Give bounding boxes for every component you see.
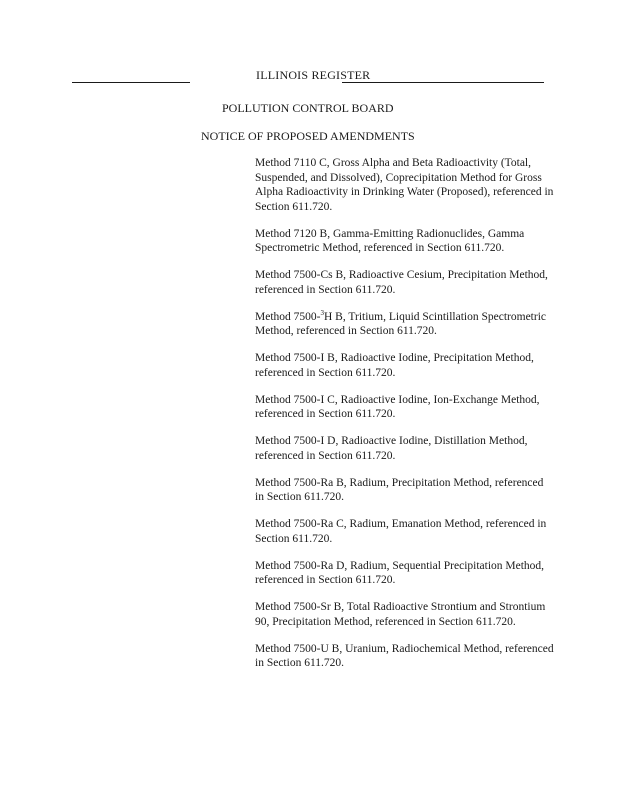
- method-item: Method 7120 B, Gamma-Emitting Radionuclides, Gamma Spectrometric Method, referenced in Section 611.720.: [255, 227, 525, 255]
- method-item: Method 7110 C, Gross Alpha and Beta Radioactivity (Total, Suspended, and Dissolved), Coprecipitation Method for Gross Alpha Radioactivity in Drinking Water (Proposed), referenced in Section 611.720.: [255, 157, 554, 213]
- header-rule-right: [342, 82, 544, 83]
- method-item-tritium: [255, 310, 555, 339]
- method-item: Method 7500-Ra D, Radium, Sequential Precipitation Method, referenced in Section 611.720.: [255, 559, 545, 587]
- method-item: Method 7500-I D, Radioactive Iodine, Distillation Method, referenced in Section 611.720.: [255, 435, 528, 462]
- method-superscript: 3: [320, 308, 324, 317]
- method-item: Method 7500-I B, Radioactive Iodine, Precipitation Method, referenced in Section 611.720.: [255, 352, 534, 379]
- header-rule-left: [72, 82, 190, 83]
- board-name: POLLUTION CONTROL BOARD: [222, 101, 394, 115]
- register-title: ILLINOIS REGISTER: [256, 68, 371, 82]
- method-item: Method 7500-Cs B, Radioactive Cesium, Precipitation Method, referenced in Section 611.720.: [255, 269, 548, 296]
- method-item: Method 7500-Ra C, Radium, Emanation Method, referenced in Section 611.720.: [255, 518, 547, 545]
- method-rest: H B, Tritium, Liquid Scintillation Spectrometric Method, referenced in Section 611.720.: [255, 310, 546, 338]
- method-prefix: Method 7500-: [255, 310, 321, 323]
- method-item: Method 7500-Ra B, Radium, Precipitation Method, referenced in Section 611.720.: [255, 476, 544, 504]
- method-item: Method 7500-Sr B, Total Radioactive Strontium and Strontium 90, Precipitation Method, referenced in Section 611.720.: [255, 601, 546, 628]
- method-list: [255, 156, 555, 683]
- method-item: Method 7500-U B, Uranium, Radiochemical Method, referenced in Section 611.720.: [255, 642, 554, 670]
- notice-heading: NOTICE OF PROPOSED AMENDMENTS: [201, 129, 415, 143]
- method-item: Method 7500-I C, Radioactive Iodine, Ion-Exchange Method, referenced in Section 611.720.: [255, 393, 540, 421]
